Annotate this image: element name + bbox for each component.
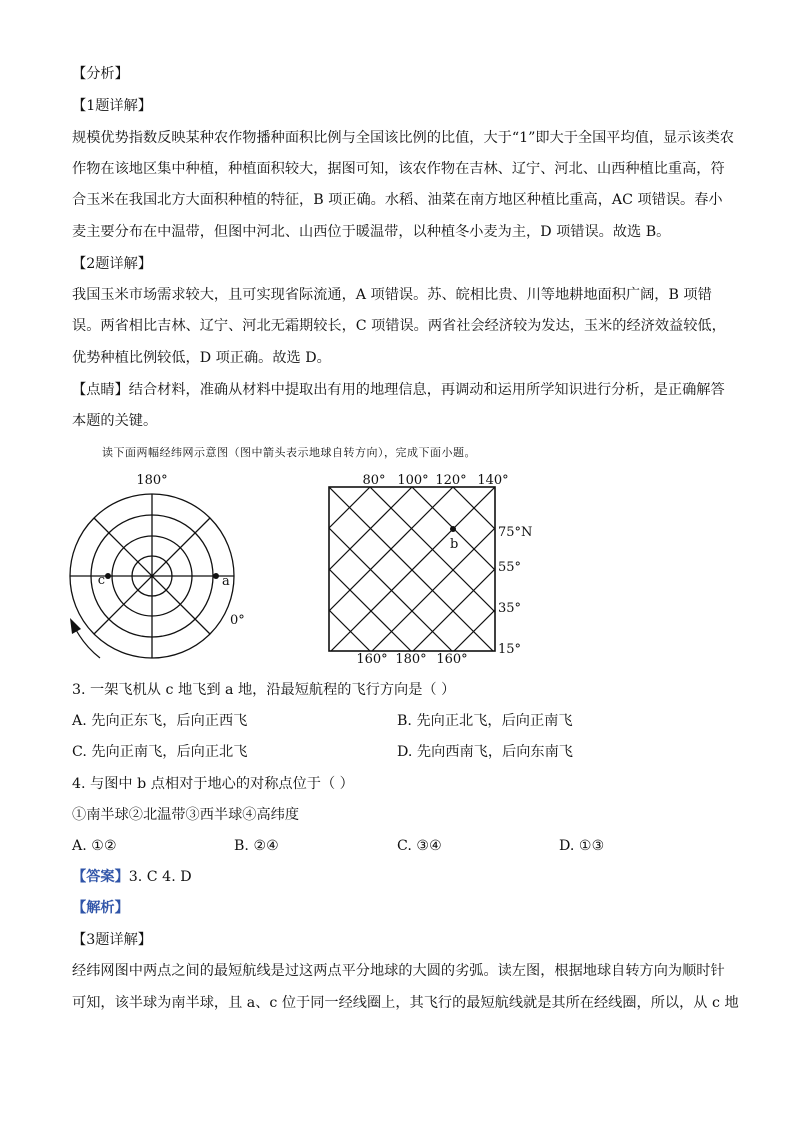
bottom-label-160e: 160° [436,652,468,667]
bottom-label-180: 180° [395,652,427,667]
q3-explain-line-2: 可知，该半球为南半球，且 a、c 位于同一经线圈上，其飞行的最短航线就是其所在经线圈，所以，从 c 地 [72,995,739,1011]
side-label-15: 15° [498,642,522,657]
q4-option-c: C. ③④ [397,838,442,854]
explain-label: 【解析】 [72,900,129,916]
side-label-35: 35° [498,601,522,616]
tips-line-1 [72,380,725,400]
side-label-55: 55° [498,560,522,575]
polar-map-figure [60,468,260,668]
q1-line-2: 作物在该地区集中种植，种植面积较大，据图可知，该农作物在吉林、辽宁、河北、山西种植比重高，符 [72,161,725,177]
tips-line-2: 本题的关键。 [72,413,158,429]
polar-bottom-label: 0° [230,613,245,628]
polar-top-label: 180° [136,473,168,488]
q3-explain-title: 【3题详解】 [72,932,152,948]
q1-line-4: 麦主要分布在中温带，但图中河北、山西位于暖温带，以种植冬小麦为主，D 项错误。故选 B。 [72,224,671,240]
grid-map-figure [320,468,540,668]
point-c-label: c [97,573,105,588]
q2-line-3: 优势种植比例较低，D 项正确。故选 D。 [72,350,331,366]
rotation-arrow-arc [74,626,100,658]
q4-stem: 4. 与图中 b 点相对于地心的对称点位于（ ） [72,776,354,792]
top-label-140: 140° [477,473,509,488]
q2-line-1: 我国玉米市场需求较大，且可实现省际流通，A 项错误。苏、皖相比贵、川等地耕地面积广阔，B 项错 [72,287,712,303]
bottom-label-160w: 160° [356,652,388,667]
q1-line-1: 规模优势指数反映某种农作物播种面积比例与全国该比例的比值，大于“1”即大于全国平均值，显示该类农 [72,130,734,146]
q4-option-a: A. ①② [72,838,117,854]
grid-line [329,610,370,651]
tips-text-1: 结合材料，准确从材料中提取出有用的地理信息，再调动和运用所学知识进行分析，是正确解答 [128,382,725,398]
grid-line [413,569,495,651]
q3-explain-line-1: 经纬网图中两点之间的最短航线是过这两点平分地球的大圆的劣弧。读左图，根据地球自转方向为顺时针 [72,963,725,979]
q2-line-2: 误。两省相比吉林、辽宁、河北无霜期较长，C 项错误。两省社会经济较为发达，玉米的经济效益较低， [72,318,726,334]
side-label-75n: 75°N [498,525,533,540]
q3-option-c: C. 先向正南飞，后向正北飞 [72,744,248,760]
q4-option-b: B. ②④ [234,838,279,854]
point-a-label: a [222,574,230,589]
analysis-header: 【分析】 [72,66,129,82]
grid-line [454,610,495,651]
q1-title: 【1题详解】 [72,98,152,114]
point-a-marker [213,573,219,579]
rotation-arrow-head [70,618,81,634]
answer-line [72,867,192,887]
top-label-80: 80° [362,473,386,488]
q3-option-a: A. 先向正东飞，后向正西飞 [72,713,248,729]
grid-line [329,569,411,651]
q2-title: 【2题详解】 [72,256,152,272]
q3-stem: 3. 一架飞机从 c 地飞到 a 地，沿最短航程的飞行方向是（ ） [72,682,456,698]
figure-caption: 读下面两幅经纬网示意图（图中箭头表示地球自转方向），完成下面小题。 [102,446,476,459]
point-c-marker [105,573,111,579]
answer-label: 【答案】 [72,869,129,885]
top-label-100: 100° [397,473,429,488]
point-b-label: b [450,537,459,552]
q1-line-3: 合玉米在我国北方大面积种植的特征，B 项正确。水稻、油菜在南方地区种植比重高，AC 项错误。春小 [72,192,723,208]
point-b-marker [450,526,456,532]
q4-items: ①南半球②北温带③西半球④高纬度 [72,807,300,823]
top-label-120: 120° [435,473,467,488]
q3-option-b: B. 先向正北飞，后向正南飞 [397,713,573,729]
q3-option-d: D. 先向西南飞，后向东南飞 [397,744,573,760]
q4-option-d: D. ①③ [559,838,605,854]
answer-text: 3. C 4. D [128,869,192,885]
tips-label: 【点睛】 [72,382,129,398]
